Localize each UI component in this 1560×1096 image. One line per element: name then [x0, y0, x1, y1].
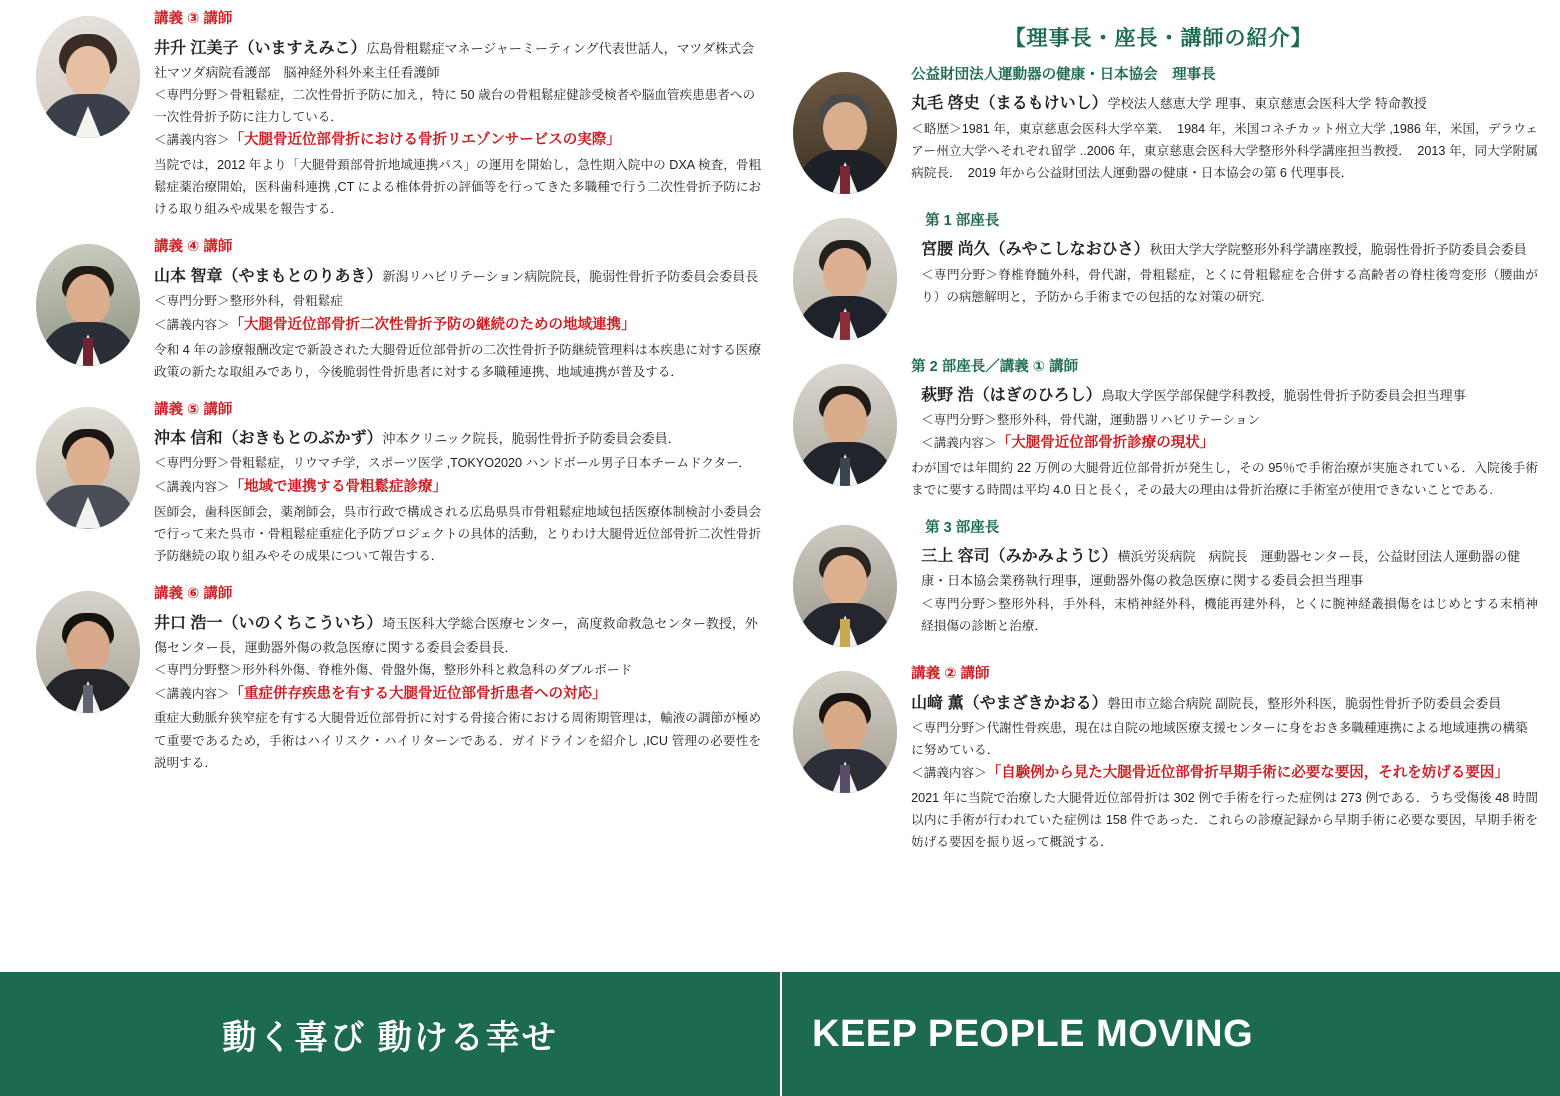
speaker-name: 宮腰 尚久（みやこしなおひさ） [921, 240, 1150, 258]
speaker-specialty: ＜専門分野＞整形外科，手外科，末梢神経外科，機能再建外科，とくに腕神経叢損傷をはじめとする末梢神経損傷の診断と治療． [921, 597, 1538, 634]
speaker-affiliation: 秋田大学大学院整形外科学講座教授，脆弱性骨折予防委員会委員 [1149, 241, 1527, 257]
speaker-name: 山﨑 薫（やまざきかおる） [911, 694, 1108, 712]
lecture-title: 「大腿骨近位部骨折診療の現状」 [996, 435, 1215, 452]
speaker-specialty: ＜専門分野＞脊椎脊髄外科，骨代謝，骨粗鬆症，とくに骨粗鬆症を合併する高齢者の脊柱後弯変形（腰曲がり）の病態解明と，予防から手術までの包括的な対策の研究. [921, 267, 1538, 304]
lecture-abstract: わが国では年間約 22 万例の大腿骨近位部骨折が発生し，その 95％で手術治療が実施されている．入院後手術までに要する時間は平均 4.0 日と長く，その最大の理由は骨折治療に手術室が使用できないことである. [911, 461, 1538, 498]
content-label: ＜講義内容＞ [154, 686, 230, 701]
portrait-photo [36, 244, 140, 366]
speaker-photo-wrap [779, 358, 911, 501]
content-label: ＜講義内容＞ [921, 436, 997, 451]
speaker-text [911, 66, 1538, 194]
speaker-name-line [911, 236, 1538, 263]
lecture-tag: 講義 ④ 講師 [154, 239, 233, 256]
speaker-name-line [911, 690, 1538, 717]
session-role: 第 1 部座長 [925, 213, 1000, 229]
right-column-title: 【理事長・座長・講師の紹介】 [1004, 27, 1313, 50]
speaker-affiliation: 学校法人慈恵大学 理事、東京慈恵会医科大学 特命教授 [1107, 95, 1427, 111]
lecture-title: 「自験例から見た大腿骨近位部骨折早期手術に必要な要因，それを妨げる要因」 [986, 765, 1509, 782]
speaker-specialty: ＜専門分野＞代謝性骨疾患，現在は自院の地域医療支援センターに身をおき多職種連携による地域連携の構築に努めている． [911, 721, 1528, 757]
lecture-title: 「大腿骨近位部骨折二次性骨折予防の継続のための地域連携」 [229, 316, 636, 333]
speaker-name: 沖本 信和（おきもとのぶかず） [154, 430, 383, 448]
session-role: 第 3 部座長 [925, 520, 1000, 537]
speaker-entry [22, 238, 761, 382]
speaker-photo-wrap [22, 585, 154, 774]
speaker-text [154, 585, 761, 774]
speaker-text [911, 212, 1538, 340]
speaker-entry [22, 10, 761, 220]
speaker-bio: ＜略歴＞1981 年，東京慈恵会医科大学卒業． 1984 年，米国コネチカット州立大学 ,1986 年，米国，デラウェアー州立大学へそれぞれ留学 ..2006 年，東京慈恵会医科大学整形外科学講座担当教授． 2013 年，同大学附属病院長． 2019 年から公益財団法人運動器の健康・日本協会の第 6 代理事長． [911, 121, 1538, 180]
speaker-text [911, 665, 1538, 853]
speaker-text [911, 519, 1538, 647]
lecture-abstract: 2021 年に当院で治療した大腿骨近位部骨折は 302 例で手術を行った症例は 273 例である．うち受傷後 48 時間以内に手術が行われていた症例は 158 件であった．これらの診療記録から早期手術に必要な要因，早期手術を妨げる要因を振り返って概説する． [911, 791, 1538, 850]
lecture-abstract: 令和 4 年の診療報酬改定で新設された大腿骨近位部骨折の二次性骨折予防継続管理料は本疾患に対する医療政策の新たな取組みであり，今後脆弱性骨折患者に対する多職種連携、地域連携が普及する． [154, 342, 762, 379]
speaker-specialty: ＜専門分野＞骨粗鬆症，リウマチ学，スポーツ医学 ,TOKYO2020 ハンドボール男子日本チームドクター． [154, 456, 751, 471]
lecture-abstract: 当院では，2012 年より「大腿骨頚部骨折地域連携パス」の運用を開始し，急性期入院中の DXA 検査，骨粗鬆症薬治療開始，医科歯科連携 ,CT による椎体骨折の評価等を行ってきた多職種で行う二次性骨折予防における取り組みや成果を報告する． [154, 158, 762, 217]
speaker-photo-wrap [779, 212, 911, 340]
lecture-tag: 講義 ⑤ 講師 [154, 401, 233, 418]
speaker-entry [779, 66, 1538, 194]
content-label: ＜講義内容＞ [154, 317, 230, 332]
speaker-name: 萩野 浩（はぎのひろし） [921, 386, 1102, 404]
speaker-name: 山本 智章（やまもとのりあき） [154, 267, 383, 285]
speaker-affiliation: 新潟リハビリテーション病院院長，脆弱性骨折予防委員会委員長 [382, 268, 759, 284]
speaker-name-line [911, 382, 1538, 409]
speaker-specialty: ＜専門分野＞整形外科，骨粗鬆症 [154, 293, 343, 308]
speaker-entry [779, 519, 1538, 647]
lecture-tag: 講義 ② 講師 [911, 666, 990, 683]
left-column [22, 10, 771, 972]
speaker-text [154, 10, 761, 220]
speaker-name-line [911, 543, 1538, 592]
speaker-affiliation: 鳥取大学医学部保健学科教授，脆弱性骨折予防委員会担当理事 [1101, 387, 1466, 403]
speaker-affiliation: 横浜労災病院 病院長 運動器センター長，公益財団法人運動器の健康・日本協会業務執行理事，運動器外傷の救急医療に関する委員会担当理事 [921, 548, 1521, 589]
portrait-photo [793, 218, 897, 340]
portrait-photo [793, 72, 897, 194]
lecture-content-line [911, 431, 1538, 456]
speaker-name-line [154, 263, 761, 290]
speaker-name: 三上 容司（みかみようじ） [921, 547, 1118, 565]
portrait-photo [793, 364, 897, 486]
speaker-name-line [911, 90, 1538, 117]
lecture-abstract: 医師会，歯科医師会，薬剤師会，呉市行政で構成される広島県呉市骨粗鬆症地域包括医療体制検討小委員会で行って来た呉市・骨粗鬆症重症化予防プロジェクトの具体的活動，とりわけ大腿骨近位部骨折二次性骨折予防継続の取り組みやその成果について報告する． [154, 504, 762, 563]
speaker-entry [779, 665, 1538, 853]
speaker-entry [22, 585, 761, 774]
speaker-text [911, 358, 1538, 501]
lecture-content-line [911, 761, 1538, 786]
portrait-photo [36, 16, 140, 138]
speaker-name-line [154, 610, 761, 659]
content-label: ＜講義内容＞ [911, 766, 987, 781]
speaker-affiliation: 沖本クリニック院長，脆弱性骨折予防委員会委員． [382, 431, 681, 447]
content-label: ＜講義内容＞ [154, 480, 230, 494]
organization-title: 公益財団法人運動器の健康・日本協会 理事長 [911, 67, 1216, 83]
footer-slogan-ja: 動く喜び 動ける幸せ [222, 1018, 558, 1057]
speaker-specialty: ＜専門分野整＞形外科外傷、脊椎外傷、骨盤外傷，整形外科と救急科のダブルボード [154, 662, 633, 677]
speaker-name: 丸毛 啓史（まるもけいし） [911, 94, 1108, 112]
lecture-content-line [154, 313, 761, 338]
speaker-name-line [154, 425, 761, 452]
speaker-photo-wrap [22, 401, 154, 567]
lecture-content-line [154, 128, 761, 153]
session-role: 第 2 部座長／講義 ① 講師 [911, 359, 1079, 375]
speaker-name: 井升 江美子（いますえみこ） [154, 39, 367, 57]
lecture-title: 「大腿骨近位部骨折における骨折リエゾンサービスの実際」 [229, 132, 621, 149]
speaker-text [154, 238, 761, 382]
portrait-photo [36, 591, 140, 713]
lecture-title: 「重症併存疾患を有する大腿骨近位部骨折患者への対応」 [229, 685, 607, 702]
speaker-affiliation: 広島骨粗鬆症マネージャーミーティング代表世話人，マツダ株式会社マツダ病院看護部 脳神経外科外来主任看護師 [154, 40, 755, 80]
speaker-affiliation: 磐田市立総合病院 副院長，整形外科医，脆弱性骨折予防委員会委員 [1107, 695, 1502, 711]
portrait-photo [36, 407, 140, 529]
lecture-title: 「地域で連携する骨粗鬆症診療」 [229, 479, 448, 495]
lecture-tag: 講義 ③ 講師 [154, 11, 233, 27]
speaker-entry [779, 212, 1538, 340]
lecture-tag: 講義 ⑥ 講師 [154, 586, 233, 603]
speaker-name: 井口 浩一（いのくちこういち） [154, 614, 383, 632]
portrait-photo [793, 525, 897, 647]
speaker-photo-wrap [779, 519, 911, 647]
speaker-photo-wrap [22, 10, 154, 220]
speaker-entry [779, 358, 1538, 501]
speaker-photo-wrap [22, 238, 154, 382]
speaker-photo-wrap [779, 665, 911, 853]
lecture-abstract: 重症大動脈弁狭窄症を有する大腿骨近位部骨折に対する骨接合術における周術期管理は，輸液の調節が極めて重要であるため，手術はハイリスク・ハイリターンである．ガイドラインを紹介し ,ICU 管理の必要性を説明する． [154, 711, 762, 770]
speaker-affiliation: 埼玉医科大学総合医療センター，高度救命救急センター教授，外傷センター長，運動器外傷の救急医療に関する委員会委員長． [154, 615, 758, 655]
footer-banner [0, 972, 1560, 1096]
right-column [771, 10, 1538, 972]
speaker-name-line [154, 35, 761, 84]
speaker-photo-wrap [779, 66, 911, 194]
speaker-specialty: ＜専門分野＞骨粗鬆症，二次性骨折予防に加え，特に 50 歳台の骨粗鬆症健診受検者や脳血管疾患患者への一次性骨折予防に注力している． [154, 87, 756, 124]
speaker-text [154, 401, 761, 567]
speaker-entry [22, 401, 761, 567]
lecture-content-line [154, 682, 761, 707]
speaker-specialty: ＜専門分野＞整形外科，骨代謝，運動器リハビリテーション [921, 412, 1261, 427]
lecture-content-line [154, 475, 761, 500]
content-label: ＜講義内容＞ [154, 133, 230, 148]
footer-slogan-en: KEEP PEOPLE MOVING [812, 1012, 1254, 1055]
portrait-photo [793, 671, 897, 793]
